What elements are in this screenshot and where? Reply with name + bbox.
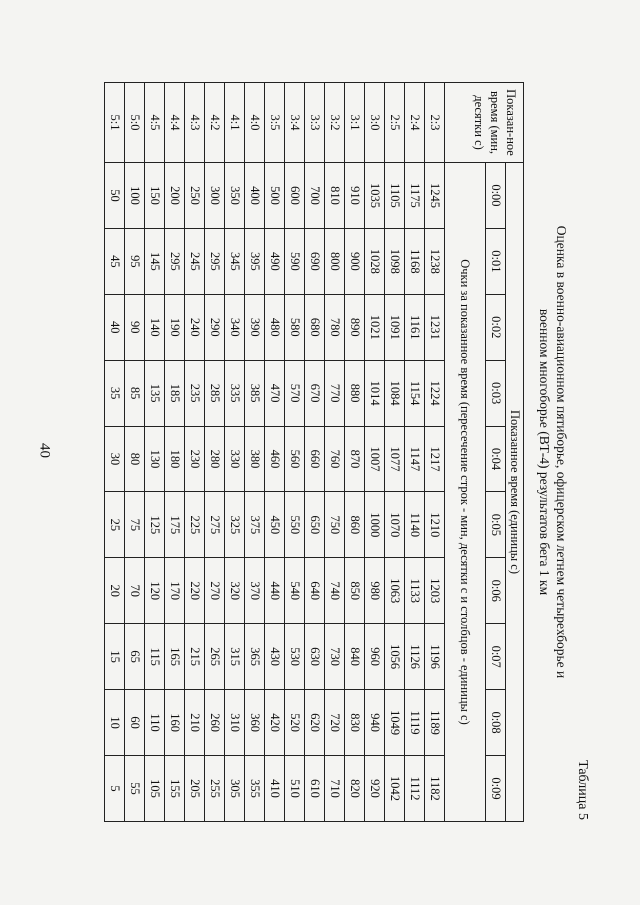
score-cell: 90	[125, 294, 145, 360]
score-cell: 770	[325, 360, 345, 426]
table-row	[225, 83, 245, 822]
score-cell: 380	[245, 426, 265, 492]
score-cell: 65	[125, 624, 145, 690]
score-cell: 40	[105, 294, 125, 360]
score-cell: 900	[345, 228, 365, 294]
score-cell: 345	[225, 228, 245, 294]
score-cell: 70	[125, 558, 145, 624]
column-header: 0:00	[486, 163, 506, 229]
score-cell: 360	[245, 690, 265, 756]
row-time-label: 3:3	[305, 83, 325, 163]
score-cell: 520	[285, 690, 305, 756]
score-cell: 480	[265, 294, 285, 360]
table-row	[245, 83, 265, 822]
table-caption	[536, 122, 570, 782]
score-cell: 390	[245, 294, 265, 360]
page-number: 40	[36, 443, 53, 458]
score-cell: 280	[205, 426, 225, 492]
score-cell: 125	[145, 492, 165, 558]
table-row	[345, 83, 365, 822]
table-row	[405, 83, 425, 822]
score-cell: 1084	[385, 360, 405, 426]
row-time-label: 5:0	[125, 83, 145, 163]
score-cell: 365	[245, 624, 265, 690]
score-cell: 880	[345, 360, 365, 426]
score-cell: 330	[225, 426, 245, 492]
score-cell: 190	[165, 294, 185, 360]
score-cell: 200	[165, 163, 185, 229]
score-table	[104, 82, 524, 822]
row-time-label: 3:0	[365, 83, 385, 163]
score-cell: 870	[345, 426, 365, 492]
score-cell: 185	[165, 360, 185, 426]
column-header: 0:03	[486, 360, 506, 426]
score-cell: 175	[165, 492, 185, 558]
table-row	[125, 83, 145, 822]
rotated-table-sheet	[50, 82, 590, 822]
score-cell: 285	[205, 360, 225, 426]
score-cell: 205	[185, 756, 205, 822]
score-cell: 460	[265, 426, 285, 492]
corner-header: Показан-ное время (мин, десятки с)	[445, 83, 524, 163]
score-cell: 1231	[425, 294, 445, 360]
score-cell: 690	[305, 228, 325, 294]
table-row	[325, 83, 345, 822]
group-header: Показанное время (единицы с)	[506, 163, 524, 822]
column-header: 0:09	[486, 756, 506, 822]
row-time-label: 3:5	[265, 83, 285, 163]
score-cell: 100	[125, 163, 145, 229]
row-time-label: 3:2	[325, 83, 345, 163]
row-time-label: 3:4	[285, 83, 305, 163]
table-row	[185, 83, 205, 822]
score-cell: 1091	[385, 294, 405, 360]
score-cell: 150	[145, 163, 165, 229]
score-cell: 440	[265, 558, 285, 624]
score-cell: 255	[205, 756, 225, 822]
row-time-label: 4:2	[205, 83, 225, 163]
score-cell: 270	[205, 558, 225, 624]
score-cell: 295	[165, 228, 185, 294]
score-cell: 20	[105, 558, 125, 624]
score-cell: 85	[125, 360, 145, 426]
score-cell: 1007	[365, 426, 385, 492]
score-cell: 355	[245, 756, 265, 822]
score-cell: 275	[205, 492, 225, 558]
score-cell: 760	[325, 426, 345, 492]
score-cell: 170	[165, 558, 185, 624]
score-cell: 230	[185, 426, 205, 492]
score-cell: 550	[285, 492, 305, 558]
score-cell: 780	[325, 294, 345, 360]
score-cell: 1245	[425, 163, 445, 229]
score-cell: 820	[345, 756, 365, 822]
row-time-label: 4:0	[245, 83, 265, 163]
score-cell: 430	[265, 624, 285, 690]
score-cell: 1000	[365, 492, 385, 558]
score-cell: 1154	[405, 360, 425, 426]
score-cell: 1070	[385, 492, 405, 558]
score-cell: 115	[145, 624, 165, 690]
score-cell: 450	[265, 492, 285, 558]
score-cell: 510	[285, 756, 305, 822]
score-cell: 155	[165, 756, 185, 822]
score-cell: 890	[345, 294, 365, 360]
score-cell: 120	[145, 558, 165, 624]
score-cell: 135	[145, 360, 165, 426]
column-header: 0:02	[486, 294, 506, 360]
score-cell: 960	[365, 624, 385, 690]
score-cell: 295	[205, 228, 225, 294]
table-row	[425, 83, 445, 822]
table-row	[165, 83, 185, 822]
table-label: Таблица 5	[575, 760, 590, 820]
score-cell: 1105	[385, 163, 405, 229]
score-cell: 1126	[405, 624, 425, 690]
score-cell: 720	[325, 690, 345, 756]
score-cell: 1175	[405, 163, 425, 229]
score-cell: 240	[185, 294, 205, 360]
score-cell: 245	[185, 228, 205, 294]
score-cell: 180	[165, 426, 185, 492]
score-cell: 1217	[425, 426, 445, 492]
score-cell: 420	[265, 690, 285, 756]
score-cell: 350	[225, 163, 245, 229]
row-time-label: 2:4	[405, 83, 425, 163]
score-cell: 730	[325, 624, 345, 690]
column-header: 0:04	[486, 426, 506, 492]
score-cell: 680	[305, 294, 325, 360]
score-cell: 385	[245, 360, 265, 426]
table-row	[145, 83, 165, 822]
score-cell: 75	[125, 492, 145, 558]
score-cell: 630	[305, 624, 325, 690]
score-cell: 375	[245, 492, 265, 558]
score-cell: 620	[305, 690, 325, 756]
score-cell: 1224	[425, 360, 445, 426]
score-cell: 810	[325, 163, 345, 229]
table-row	[365, 83, 385, 822]
score-cell: 290	[205, 294, 225, 360]
score-cell: 1049	[385, 690, 405, 756]
score-cell: 160	[165, 690, 185, 756]
table-body	[105, 83, 445, 822]
score-cell: 15	[105, 624, 125, 690]
row-time-label: 5:1	[105, 83, 125, 163]
score-cell: 920	[365, 756, 385, 822]
score-cell: 670	[305, 360, 325, 426]
score-cell: 580	[285, 294, 305, 360]
score-cell: 610	[305, 756, 325, 822]
score-cell: 750	[325, 492, 345, 558]
score-cell: 560	[285, 426, 305, 492]
table-row	[305, 83, 325, 822]
score-cell: 95	[125, 228, 145, 294]
table-description: Очки за показанное время (пересечение строк - мин, десятки с и столбцов - единицы с)	[445, 163, 486, 822]
score-cell: 830	[345, 690, 365, 756]
score-cell: 1189	[425, 690, 445, 756]
table-row	[105, 83, 125, 822]
column-header: 0:05	[486, 492, 506, 558]
score-cell: 300	[205, 163, 225, 229]
score-cell: 225	[185, 492, 205, 558]
score-cell: 1119	[405, 690, 425, 756]
score-cell: 740	[325, 558, 345, 624]
score-cell: 25	[105, 492, 125, 558]
caption-line-2: военном многоборье (ВТ-4) результатов бега 1 км	[537, 308, 552, 596]
score-cell: 1203	[425, 558, 445, 624]
score-cell: 1056	[385, 624, 405, 690]
score-cell: 700	[305, 163, 325, 229]
row-time-label: 4:4	[165, 83, 185, 163]
score-cell: 1238	[425, 228, 445, 294]
row-time-label: 4:1	[225, 83, 245, 163]
score-cell: 105	[145, 756, 165, 822]
table-row	[205, 83, 225, 822]
score-cell: 400	[245, 163, 265, 229]
score-cell: 1161	[405, 294, 425, 360]
score-cell: 570	[285, 360, 305, 426]
score-cell: 1196	[425, 624, 445, 690]
table-row	[265, 83, 285, 822]
row-time-label: 2:5	[385, 83, 405, 163]
score-cell: 250	[185, 163, 205, 229]
column-header: 0:01	[486, 228, 506, 294]
row-time-label: 2:3	[425, 83, 445, 163]
score-cell: 305	[225, 756, 245, 822]
score-cell: 45	[105, 228, 125, 294]
score-cell: 165	[165, 624, 185, 690]
score-cell: 500	[265, 163, 285, 229]
score-cell: 1098	[385, 228, 405, 294]
score-cell: 410	[265, 756, 285, 822]
score-cell: 1028	[365, 228, 385, 294]
column-header: 0:06	[486, 558, 506, 624]
score-cell: 265	[205, 624, 225, 690]
score-cell: 310	[225, 690, 245, 756]
score-cell: 340	[225, 294, 245, 360]
score-cell: 1112	[405, 756, 425, 822]
score-cell: 1035	[365, 163, 385, 229]
score-cell: 530	[285, 624, 305, 690]
score-cell: 470	[265, 360, 285, 426]
score-cell: 335	[225, 360, 245, 426]
score-cell: 860	[345, 492, 365, 558]
score-cell: 210	[185, 690, 205, 756]
row-time-label: 3:1	[345, 83, 365, 163]
score-cell: 320	[225, 558, 245, 624]
score-cell: 1140	[405, 492, 425, 558]
score-cell: 55	[125, 756, 145, 822]
table-row	[385, 83, 405, 822]
score-cell: 110	[145, 690, 165, 756]
score-cell: 980	[365, 558, 385, 624]
score-cell: 590	[285, 228, 305, 294]
score-cell: 800	[325, 228, 345, 294]
column-header-row	[486, 83, 506, 822]
score-cell: 1210	[425, 492, 445, 558]
score-cell: 710	[325, 756, 345, 822]
score-cell: 35	[105, 360, 125, 426]
score-cell: 30	[105, 426, 125, 492]
score-cell: 1133	[405, 558, 425, 624]
score-cell: 140	[145, 294, 165, 360]
score-cell: 1077	[385, 426, 405, 492]
row-time-label: 4:5	[145, 83, 165, 163]
score-cell: 490	[265, 228, 285, 294]
score-cell: 130	[145, 426, 165, 492]
table-row	[285, 83, 305, 822]
score-cell: 235	[185, 360, 205, 426]
score-cell: 600	[285, 163, 305, 229]
score-cell: 50	[105, 163, 125, 229]
score-cell: 840	[345, 624, 365, 690]
score-cell: 1147	[405, 426, 425, 492]
column-header: 0:08	[486, 690, 506, 756]
score-cell: 1042	[385, 756, 405, 822]
score-cell: 1063	[385, 558, 405, 624]
score-cell: 540	[285, 558, 305, 624]
score-cell: 315	[225, 624, 245, 690]
column-header: 0:07	[486, 624, 506, 690]
score-cell: 1014	[365, 360, 385, 426]
score-cell: 5	[105, 756, 125, 822]
score-cell: 1182	[425, 756, 445, 822]
score-cell: 1021	[365, 294, 385, 360]
score-cell: 1168	[405, 228, 425, 294]
score-cell: 850	[345, 558, 365, 624]
score-cell: 10	[105, 690, 125, 756]
score-cell: 325	[225, 492, 245, 558]
caption-line-1: Оценка в военно-авиационном пятиборье, офицерском летнем четырехборье и	[554, 225, 569, 679]
score-cell: 215	[185, 624, 205, 690]
score-cell: 80	[125, 426, 145, 492]
score-cell: 370	[245, 558, 265, 624]
score-cell: 650	[305, 492, 325, 558]
score-cell: 640	[305, 558, 325, 624]
score-cell: 910	[345, 163, 365, 229]
score-cell: 60	[125, 690, 145, 756]
row-time-label: 4:3	[185, 83, 205, 163]
score-cell: 395	[245, 228, 265, 294]
score-cell: 220	[185, 558, 205, 624]
score-cell: 260	[205, 690, 225, 756]
score-cell: 940	[365, 690, 385, 756]
score-cell: 660	[305, 426, 325, 492]
score-cell: 145	[145, 228, 165, 294]
